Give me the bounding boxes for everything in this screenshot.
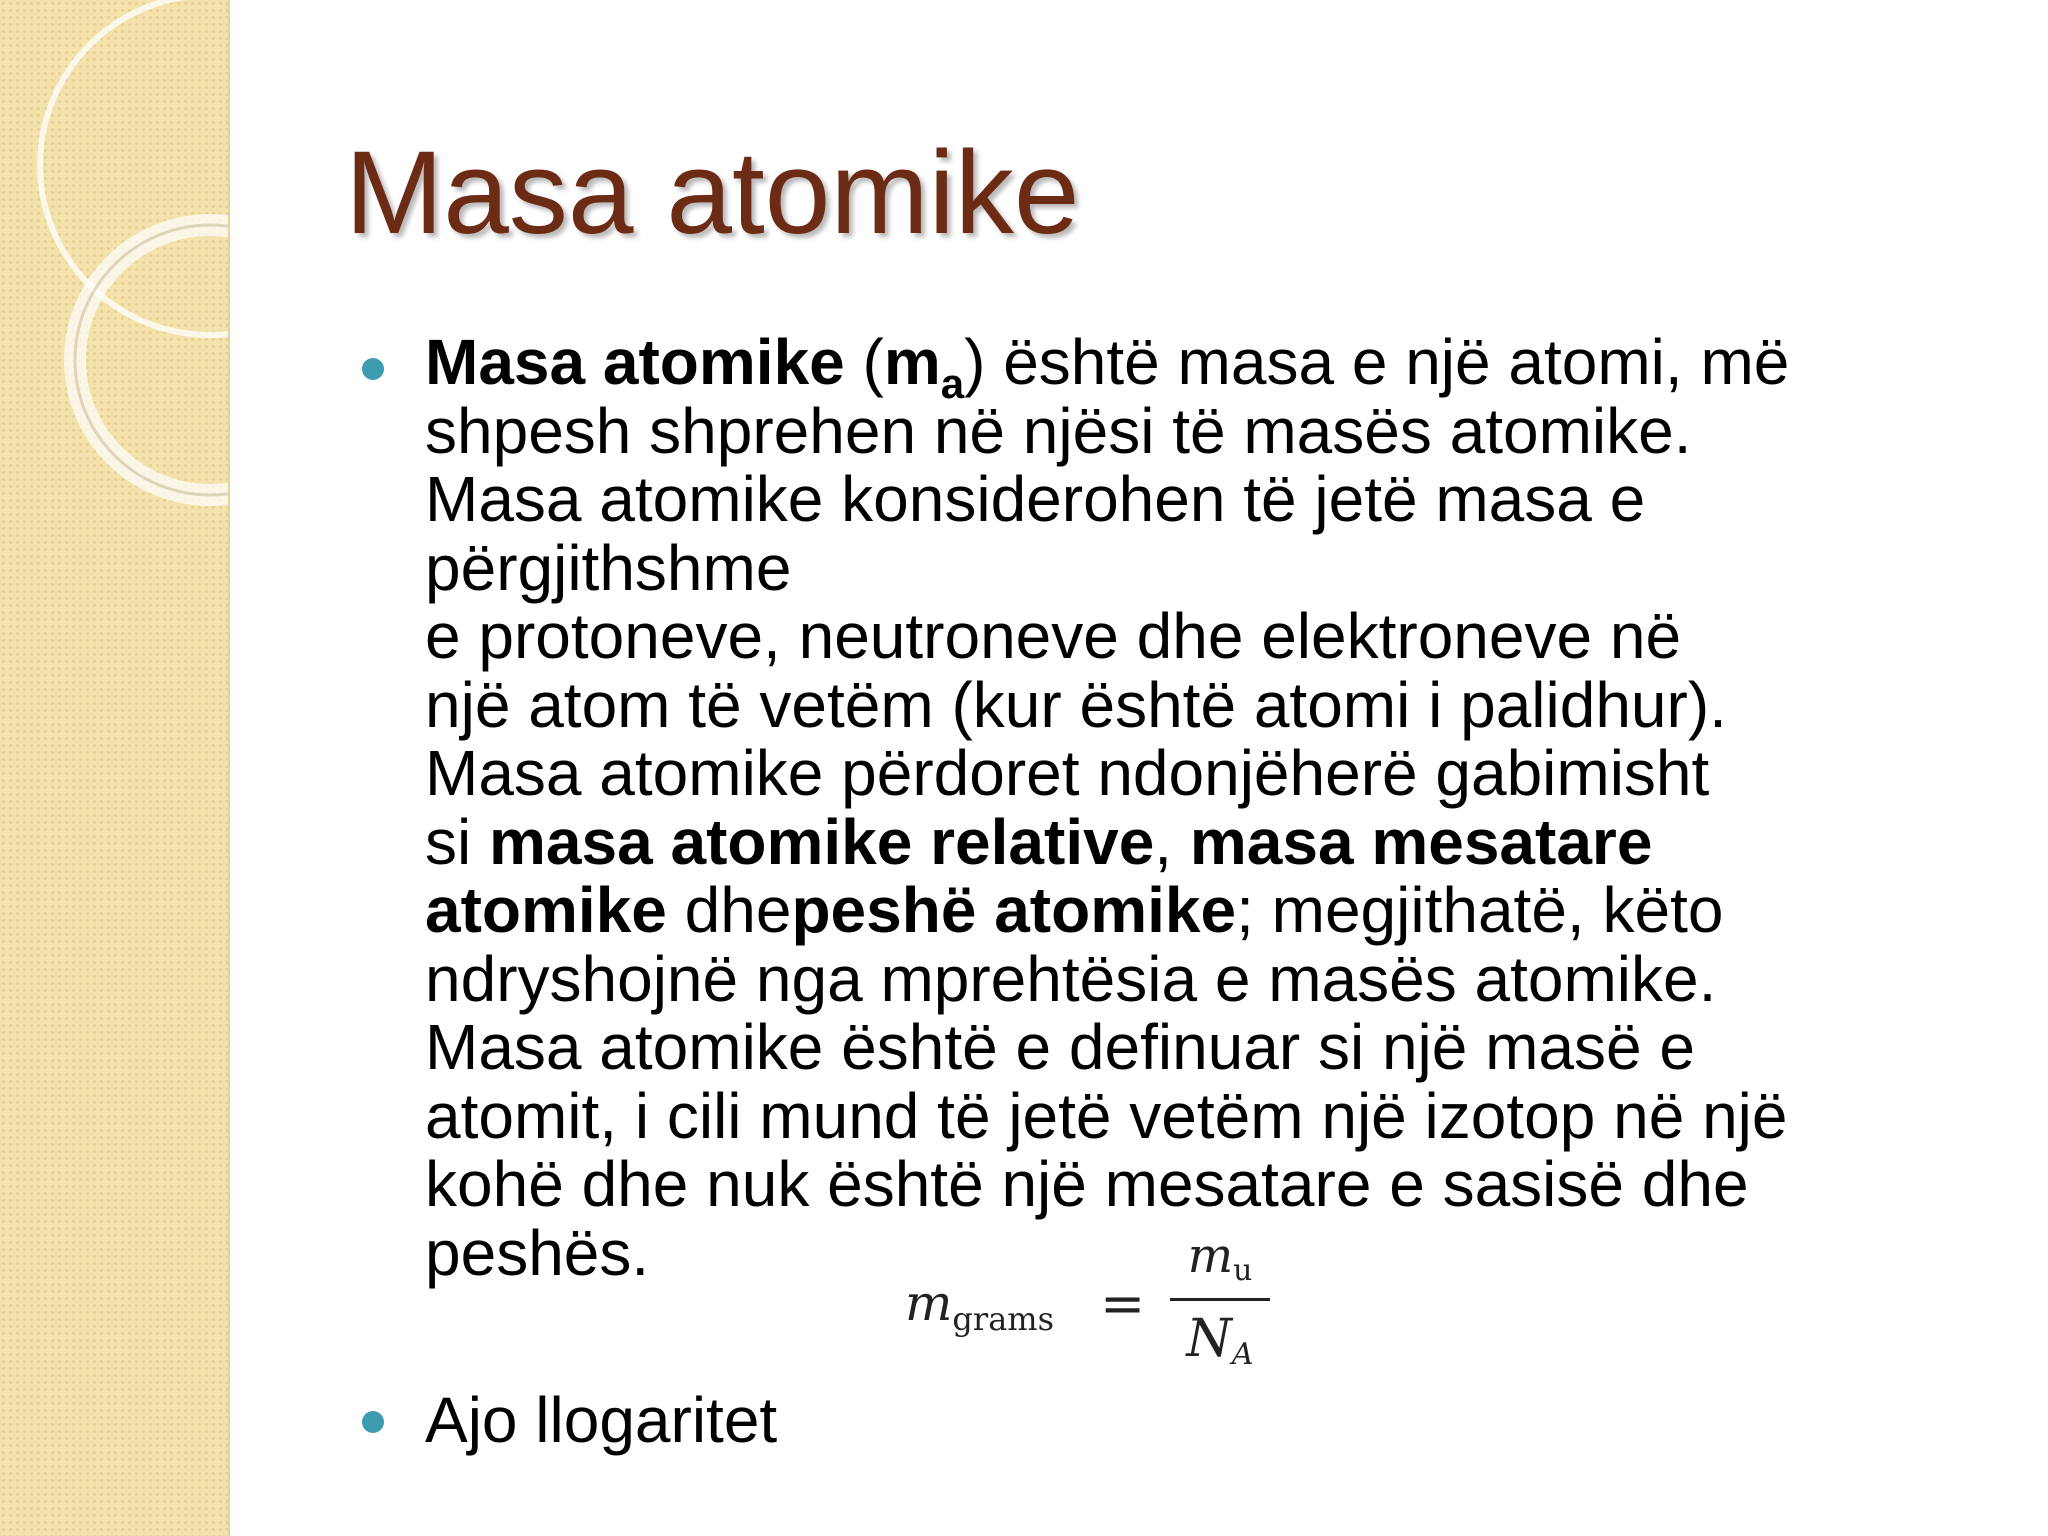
text-line-8: si masa atomike relative, masa mesatare [425,805,1653,878]
text-line-10: ndryshojnë nga mprehtësia e masës atomike. [425,942,1717,1015]
formula-equals: = [1100,1272,1146,1335]
text-line-3: Masa atomike konsiderohen të jetë masa e [425,463,1646,535]
text-line-6: një atom të vetëm (kur është atomi i palidhur). [425,668,1727,741]
text-line-7: Masa atomike përdoret ndonjëherë gabimisht [425,737,1710,809]
formula-fraction [1170,1228,1270,1372]
formula-denominator: NA [1186,1309,1254,1372]
text-line-2: shpesh shprehen në njësi të masës atomike. [425,394,1692,467]
text-line-14: peshës. [425,1216,650,1289]
text-line-11: Masa atomike është e definuar si një masë e [425,1011,1695,1083]
mass-formula [905,1228,1285,1372]
subscript-a: a [940,360,965,407]
formula-lhs: $m_{grams}$ [905,1274,1055,1338]
formula-numerator: mu [1187,1228,1253,1288]
decorative-side-band [0,0,230,1536]
text-line-9: atomike dhepeshë atomike; megjithatë, këto [425,874,1724,946]
bullet-1-text [425,328,1995,1287]
bullet-marker-2 [362,1411,384,1433]
bullet-marker-1 [362,358,384,380]
fraction-bar [1170,1298,1270,1301]
slide-title: Masa atomike [345,127,1080,259]
text-line-5: e protoneve, neutroneve dhe elektroneve në [425,600,1682,672]
decorative-rings [0,0,228,1536]
text-line-12: atomit, i cili mund të jetë vetëm një izotop në një [425,1079,1788,1152]
bullet-2-text: Ajo llogaritet [425,1384,778,1456]
text-line-4: përgjithshme [425,531,792,604]
text-line-1: Masa atomike $(m_a)$ është masa e një atomi, më [425,326,1790,407]
text-line-13: kohë dhe nuk është një mesatare e sasisë dhe [425,1148,1749,1220]
